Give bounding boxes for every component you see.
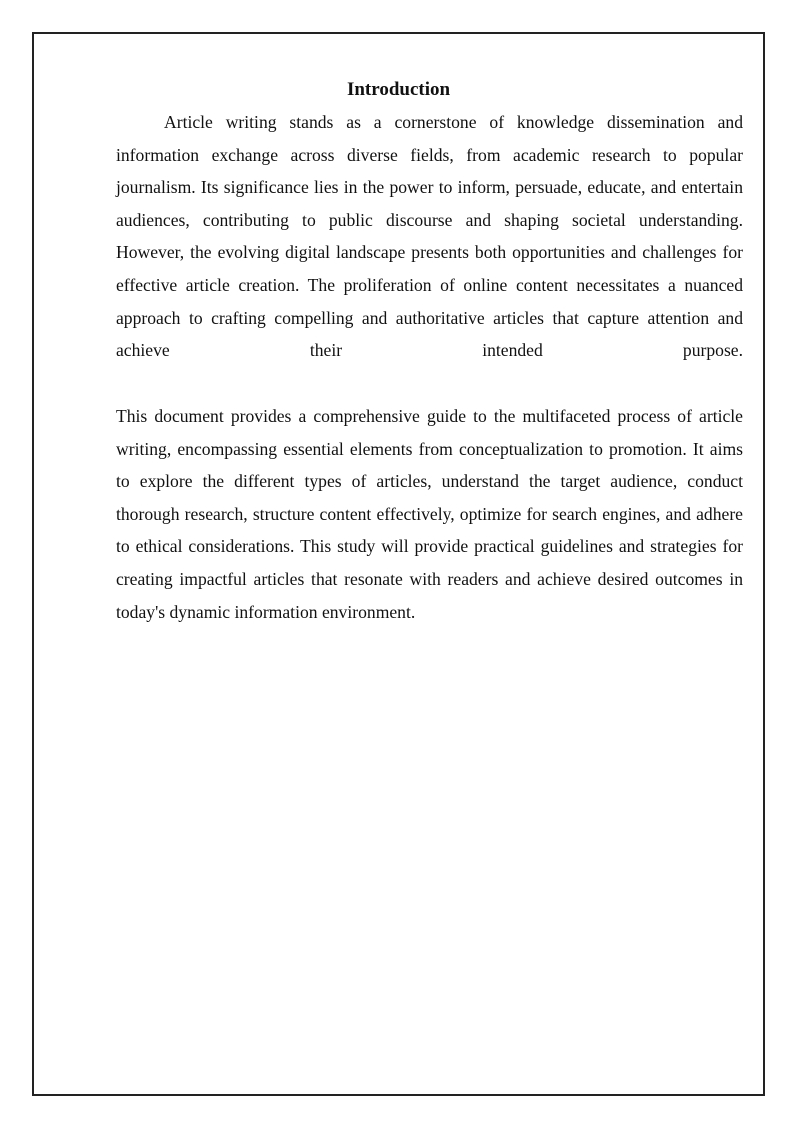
- page-border: [32, 32, 765, 1096]
- section-heading: Introduction: [346, 79, 451, 100]
- paragraph-scope: This document provides a comprehensive guide to the multifaceted process of article writing, encompassing essential elements from conceptualization to promotion. It aims to explore the different types of articles, understand the target audience, conduct thorough research, structure content effectively, optimize for search engines, and adhere to ethical considerations. This study will provide practical guidelines and strategies for creating impactful articles that resonate with readers and achieve desired outcomes in today's dynamic information environment.: [116, 406, 743, 622]
- paragraph-introduction: Article writing stands as a cornerstone of knowledge dissemination and information exchange across diverse fields, from academic research to popular journalism. Its significance lies in the power to inform, persuade, educate, and entertain audiences, contributing to public discourse and shaping societal understanding. However, the evolving digital landscape presents both opportunities and challenges for effective article creation. The proliferation of online content necessitates a nuanced approach to crafting compelling and authoritative articles that capture attention and achieve their intended purpose.: [116, 112, 743, 361]
